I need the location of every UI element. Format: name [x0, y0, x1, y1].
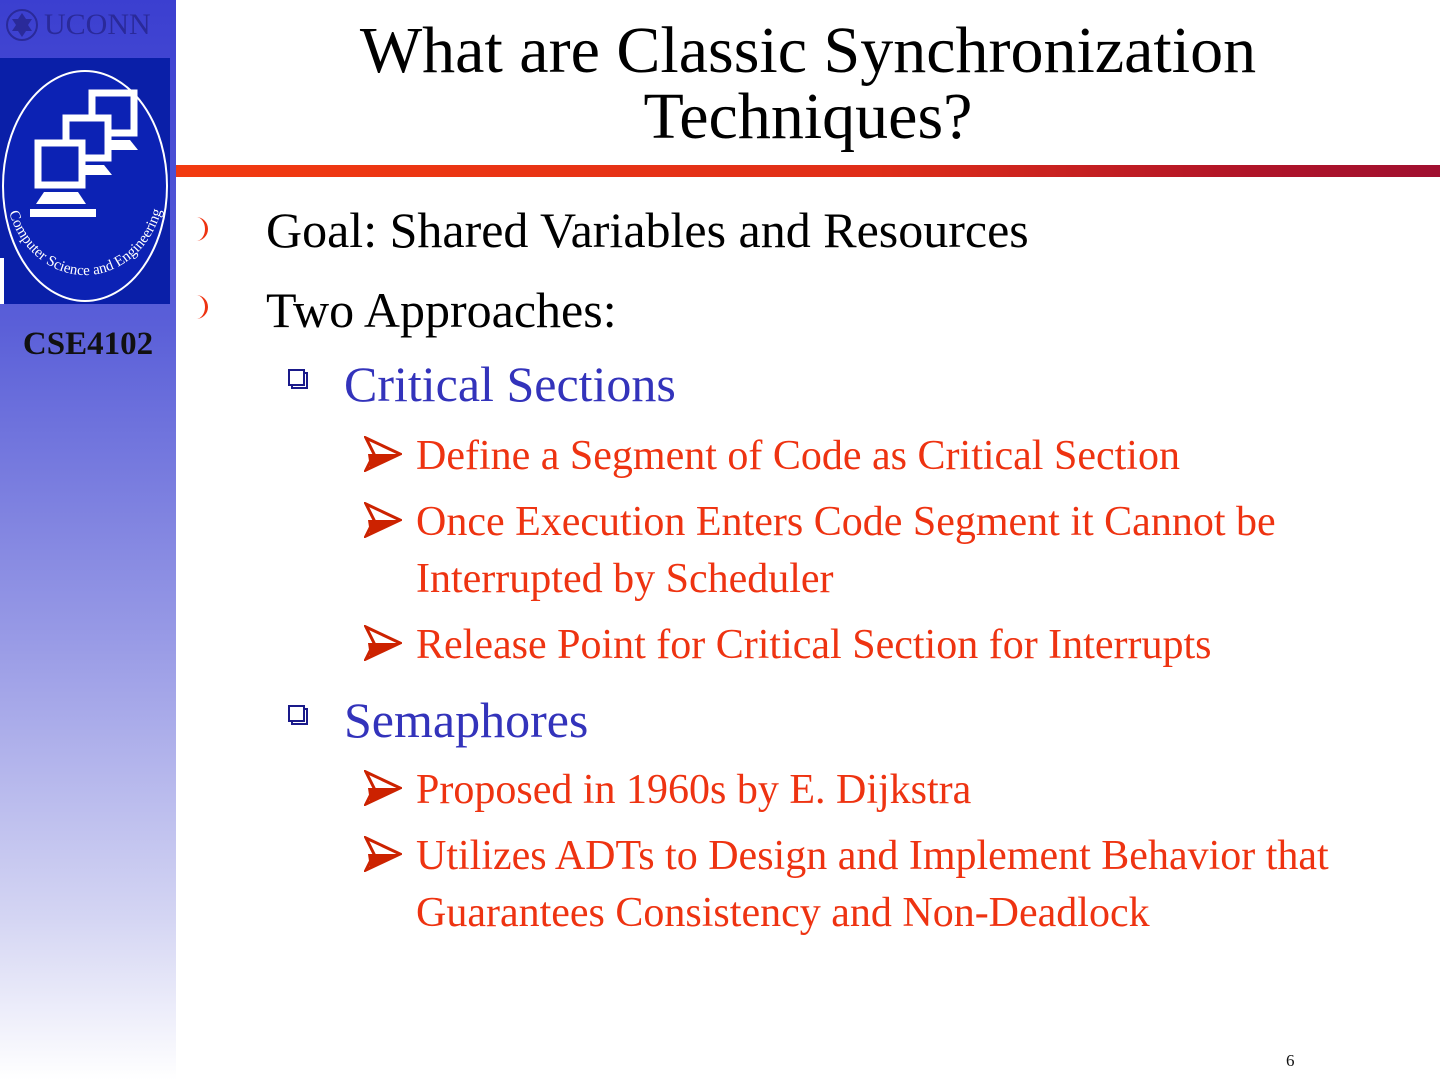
cse-department-seal — [0, 58, 170, 304]
square-bullet-icon — [286, 367, 312, 393]
oak-leaf-icon — [4, 7, 40, 43]
circle-bullet-icon — [190, 214, 216, 244]
critical-sections-item: Once Execution Enters Code Segment it Cannot be Interrupted by Scheduler — [416, 499, 1276, 602]
page-number: 6 — [1286, 1051, 1295, 1070]
arrow-bullet-icon — [364, 625, 402, 661]
uconn-logo — [4, 6, 160, 44]
seal-text: Computer Science and Engineering — [5, 206, 166, 280]
semaphores-item: Proposed in 1960s by E. Dijkstra — [416, 767, 972, 813]
bullet-two-approaches: Two Approaches: — [266, 282, 617, 338]
slide-title-line1: What are Classic Synchronization — [359, 14, 1257, 87]
sidebar — [0, 0, 176, 1080]
critical-sections-item: Release Point for Critical Section for Interrupts — [416, 622, 1212, 668]
arrow-bullet-icon — [364, 836, 402, 872]
title-divider — [176, 165, 1440, 177]
arrow-bullet-icon — [364, 436, 402, 472]
arrow-bullet-icon — [364, 502, 402, 538]
square-bullet-icon — [286, 703, 312, 729]
approach-semaphores: Semaphores — [344, 692, 589, 748]
course-code: CSE4102 — [22, 326, 154, 362]
slide-title — [176, 14, 1440, 153]
uconn-logo-text: UCONN — [44, 8, 151, 41]
arrow-bullet-icon — [364, 770, 402, 806]
approach-critical-sections: Critical Sections — [344, 356, 676, 412]
circle-bullet-icon — [190, 292, 216, 322]
slide-title-line2: Techniques? — [643, 80, 973, 153]
semaphores-item: Utilizes ADTs to Design and Implement Behavior that Guarantees Consistency and Non-Deadlock — [416, 833, 1329, 936]
bullet-goal: Goal: Shared Variables and Resources — [266, 202, 1029, 258]
critical-sections-item: Define a Segment of Code as Critical Section — [416, 433, 1180, 479]
